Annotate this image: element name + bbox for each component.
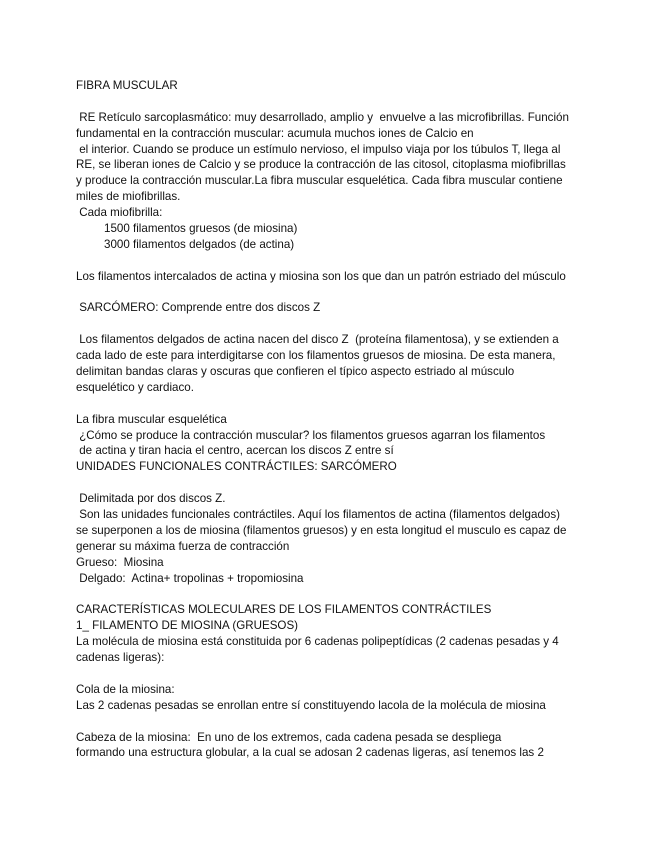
document-title: FIBRA MUSCULAR (76, 79, 178, 92)
paragraph-reticulo (76, 110, 596, 253)
paragraph-cola (76, 682, 596, 714)
section-heading: UNIDADES FUNCIONALES CONTRÁCTILES: SARCÓMERO (76, 460, 397, 474)
text-line: Cabeza de la miosina: En uno de los extremos, cada cadena pesada se despliega (76, 730, 502, 744)
text-line: La fibra muscular esquelética (76, 412, 227, 426)
paragraph-unidades (76, 491, 596, 586)
list-item: 3000 filamentos delgados (de actina) (104, 237, 295, 251)
text-line: Grueso: Miosina (76, 555, 164, 569)
text-line: La molécula de miosina está constituida por 6 cadenas polipeptídicas (2 cadenas pesadas y 4 (76, 635, 559, 649)
document-body (76, 78, 596, 761)
text-line: Cola de la miosina: (76, 682, 175, 696)
paragraph-filamentos-delgados (76, 332, 596, 396)
text-line: se superponen a los de miosina (filamentos gruesos) y en esta longitud el musculo es capaz de (76, 523, 567, 537)
text-line: esquelético y cardiaco. (76, 380, 194, 394)
text-line: Las 2 cadenas pesadas se enrollan entre sí constituyendo lacola de la molécula de miosina (76, 698, 546, 712)
text-line: Cada miofibrilla: (76, 206, 163, 220)
text-line: Son las unidades funcionales contráctiles. Aquí los filamentos de actina (filamentos delgados) (76, 508, 560, 522)
text-line: Delgado: Actina+ tropolinas + tropomiosina (76, 571, 304, 585)
section-heading: CARACTERÍSTICAS MOLECULARES DE LOS FILAMENTOS CONTRÁCTILES (76, 603, 492, 617)
paragraph-filamentos: Los filamentos intercalados de actina y miosina son los que dan un patrón estriado del músculo (76, 269, 566, 283)
text-line: y produce la contracción muscular.La fibra muscular esquelética. Cada fibra muscular contiene (76, 174, 563, 188)
text-line: Delimitada por dos discos Z. (76, 492, 226, 506)
text-line: cada lado de este para interdigitarse con los filamentos gruesos de miosina. De esta manera, (76, 349, 556, 363)
text-line: delimitan bandas claras y oscuras que confieren el típico aspecto estriado al músculo (76, 365, 515, 379)
text-line: formando una estructura globular, a la cual se adosan 2 cadenas ligeras, así tenemos las 2 (76, 746, 544, 760)
text-line: generar su máxima fuerza de contracción (76, 539, 290, 553)
text-line: RE Retículo sarcoplasmático: muy desarrollado, amplio y envuelve a las microfibrillas. Función (76, 110, 569, 124)
paragraph-sarcomero: SARCÓMERO: Comprende entre dos discos Z (76, 301, 321, 315)
text-line: ¿Cómo se produce la contracción muscular? los filamentos gruesos agarran los filamentos (76, 428, 546, 442)
paragraph-contraccion (76, 412, 596, 476)
text-line: Los filamentos delgados de actina nacen del disco Z (proteína filamentosa), y se extienden a (76, 333, 559, 347)
text-line: cadenas ligeras): (76, 651, 165, 665)
list-item: 1500 filamentos gruesos (de miosina) (104, 222, 298, 236)
text-line: miles de miofibrillas. (76, 190, 181, 204)
section-heading: 1_ FILAMENTO DE MIOSINA (GRUESOS) (76, 619, 299, 633)
text-line: el interior. Cuando se produce un estímulo nervioso, el impulso viaja por los túbulos T, llega al (76, 142, 561, 156)
text-line: RE, se liberan iones de Calcio y se produce la contracción de las citosol, citoplasma miofibrillas (76, 158, 566, 172)
text-line: fundamental en la contracción muscular: acumula muchos iones de Calcio en (76, 126, 474, 140)
text-line: de actina y tiran hacia el centro, acercan los discos Z entre sí (76, 444, 394, 458)
paragraph-cabeza (76, 730, 596, 762)
paragraph-caracteristicas (76, 602, 596, 666)
